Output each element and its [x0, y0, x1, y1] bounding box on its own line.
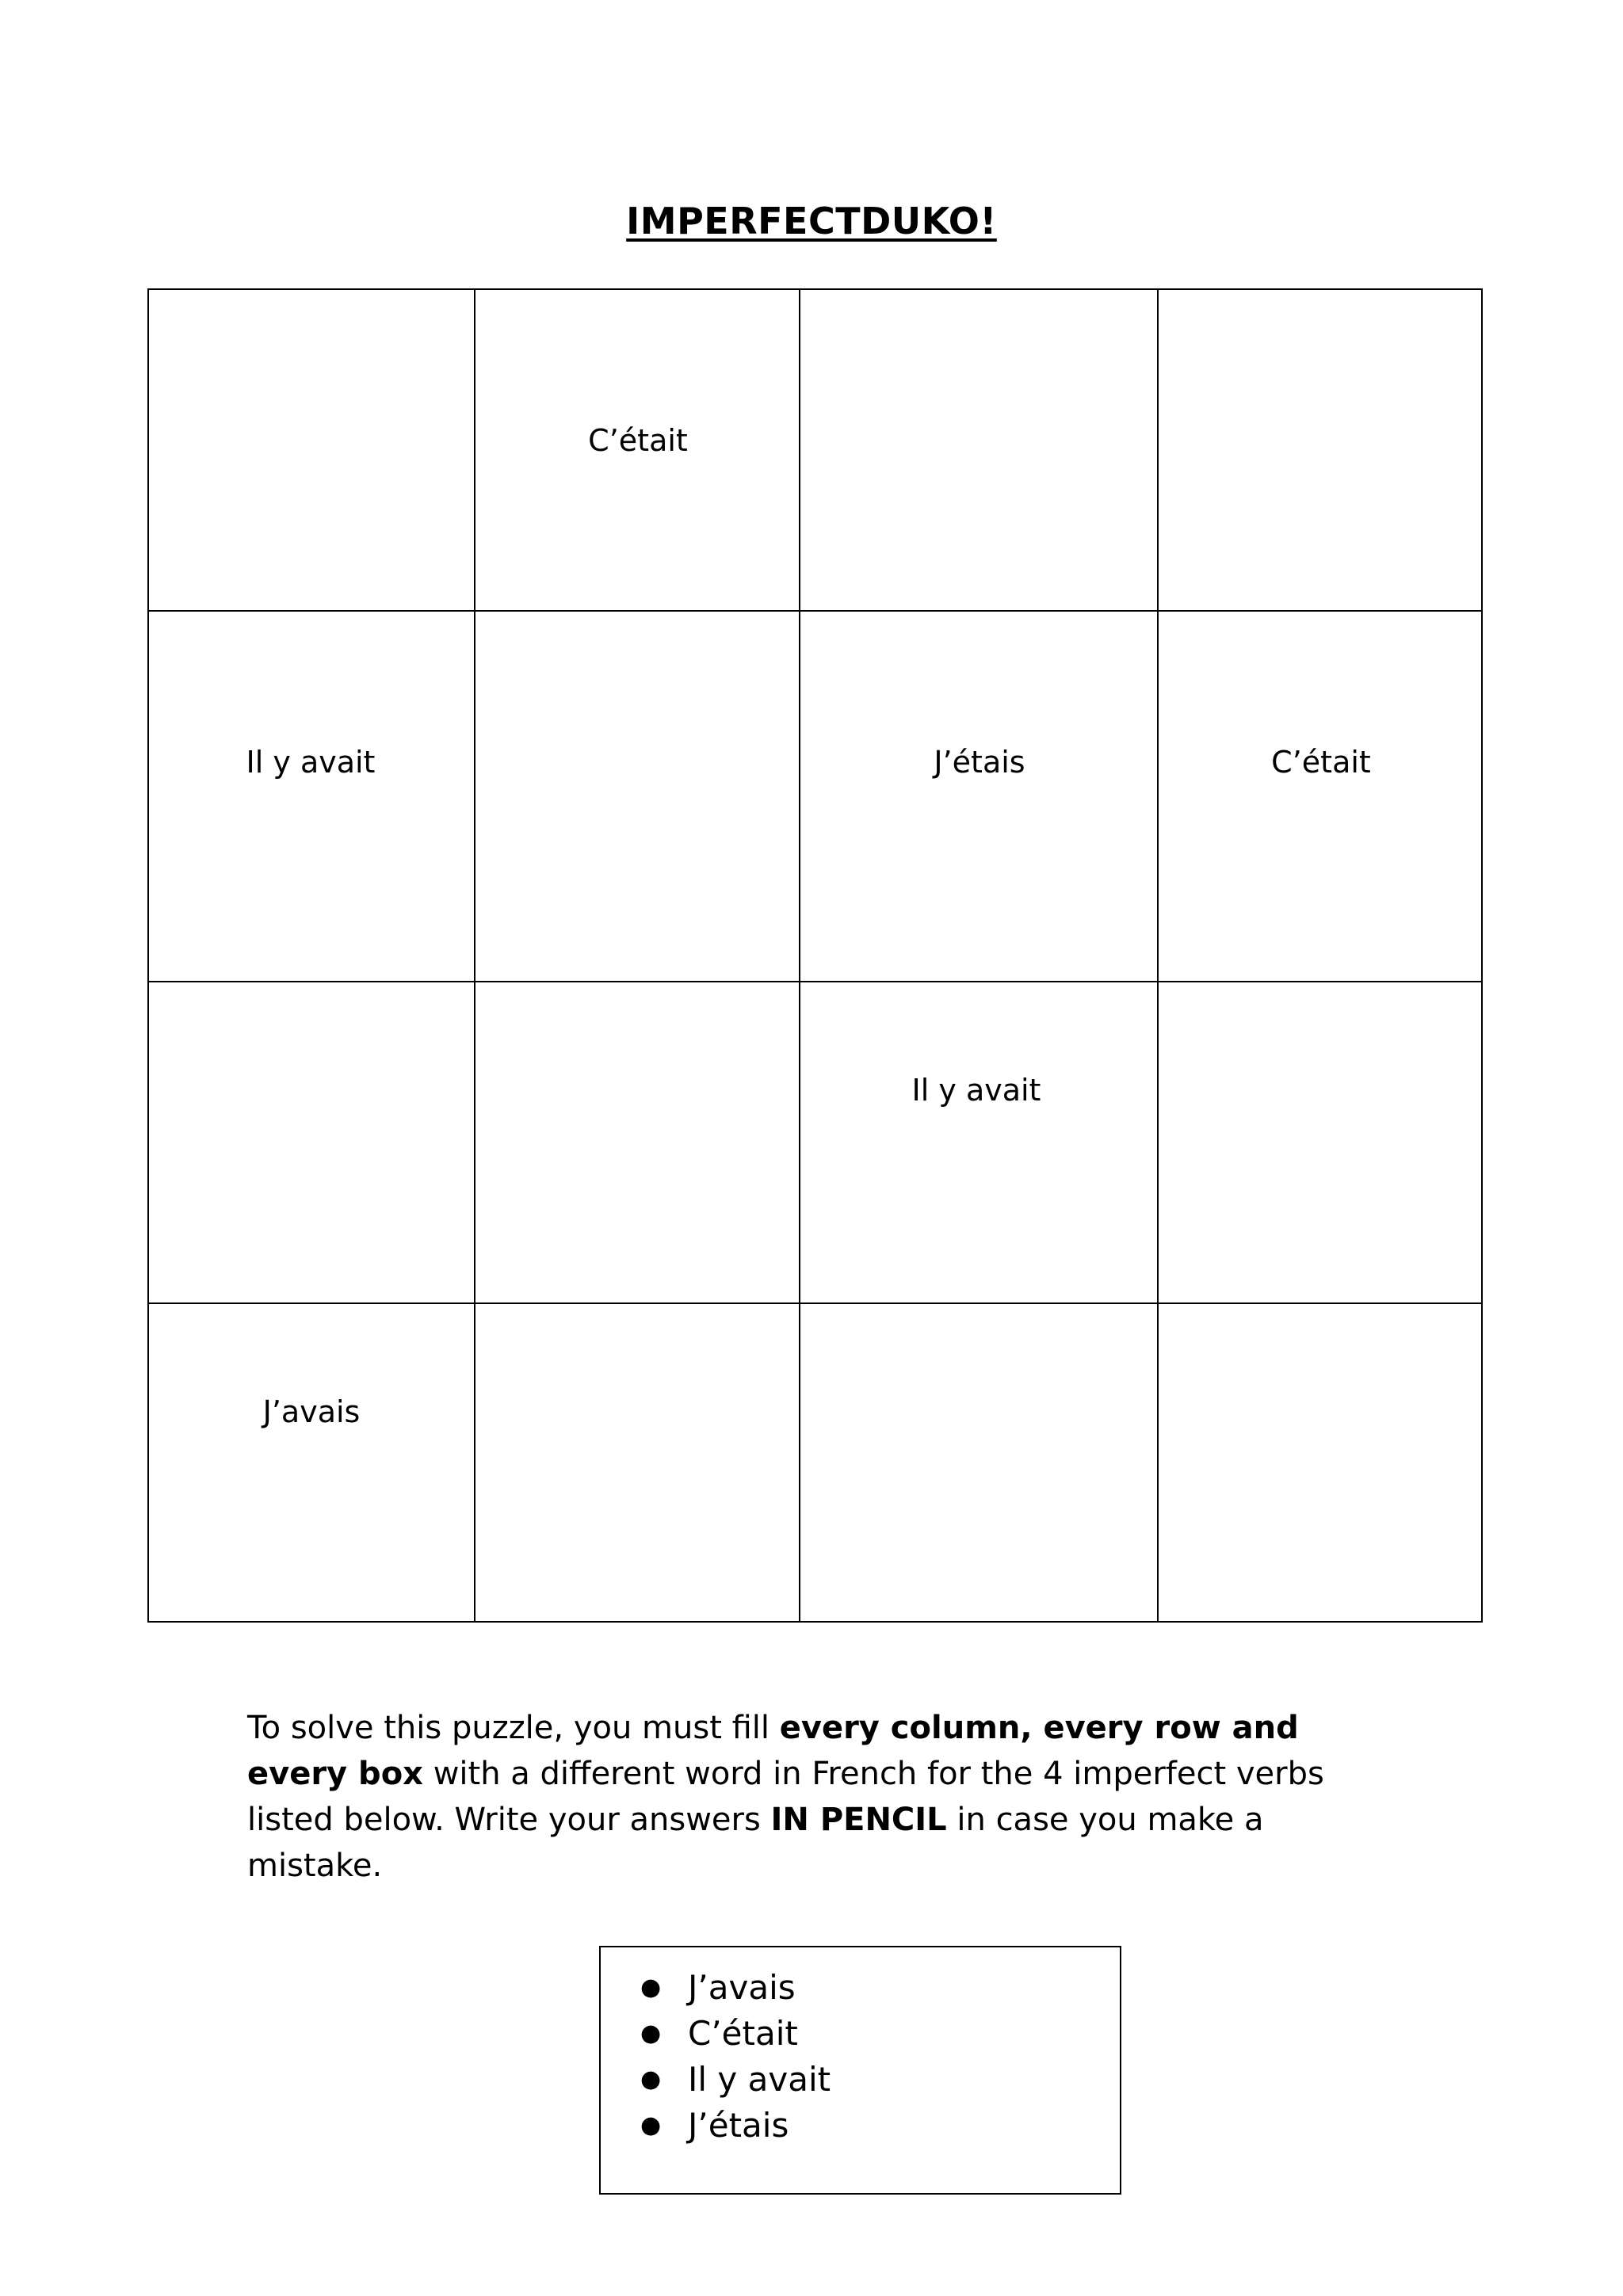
- bullet-icon: ●: [640, 2111, 662, 2139]
- instructions-paragraph: [247, 1705, 1388, 1889]
- grid-divider: [149, 610, 1481, 612]
- verb-label: J’avais: [688, 1968, 796, 2007]
- instructions-text: in case you make a mistake.: [247, 1802, 1264, 1884]
- grid-divider: [1157, 290, 1159, 1621]
- verb-list: [640, 1965, 831, 2149]
- instructions-text: with a different word in French for the 4 imperfect verbs listed below. Write your answers: [247, 1756, 1324, 1838]
- list-item: [640, 2103, 831, 2149]
- verb-label: Il y avait: [688, 2060, 831, 2099]
- page-title: IMPERFECTDUKO!: [626, 200, 997, 242]
- instructions-emphasis: every column, every row and every box: [247, 1710, 1299, 1792]
- bullet-icon: ●: [640, 2065, 662, 2093]
- grid-cell-r1c2[interactable]: C’était: [588, 423, 688, 458]
- grid-divider: [149, 1302, 1481, 1304]
- grid-divider: [149, 981, 1481, 982]
- bullet-icon: ●: [640, 1974, 662, 2001]
- bullet-icon: ●: [640, 2019, 662, 2047]
- grid-cell-r2c4[interactable]: C’était: [1271, 745, 1371, 780]
- instructions-text: To solve this puzzle, you must fill: [247, 1710, 780, 1746]
- grid-cell-r2c1[interactable]: Il y avait: [246, 745, 376, 780]
- verb-list-box: [599, 1946, 1121, 2195]
- grid-cell-r3c3[interactable]: Il y avait: [911, 1073, 1041, 1108]
- verb-label: J’étais: [688, 2106, 789, 2145]
- puzzle-grid: [147, 288, 1483, 1623]
- grid-cell-r2c3[interactable]: J’étais: [934, 745, 1025, 780]
- grid-divider: [799, 290, 800, 1621]
- verb-label: C’était: [688, 2014, 798, 2053]
- grid-divider: [474, 290, 475, 1621]
- list-item: [640, 2011, 831, 2057]
- grid-cell-r4c1[interactable]: J’avais: [262, 1394, 361, 1429]
- list-item: [640, 1965, 831, 2011]
- instructions-emphasis: IN PENCIL: [770, 1802, 947, 1838]
- list-item: [640, 2057, 831, 2103]
